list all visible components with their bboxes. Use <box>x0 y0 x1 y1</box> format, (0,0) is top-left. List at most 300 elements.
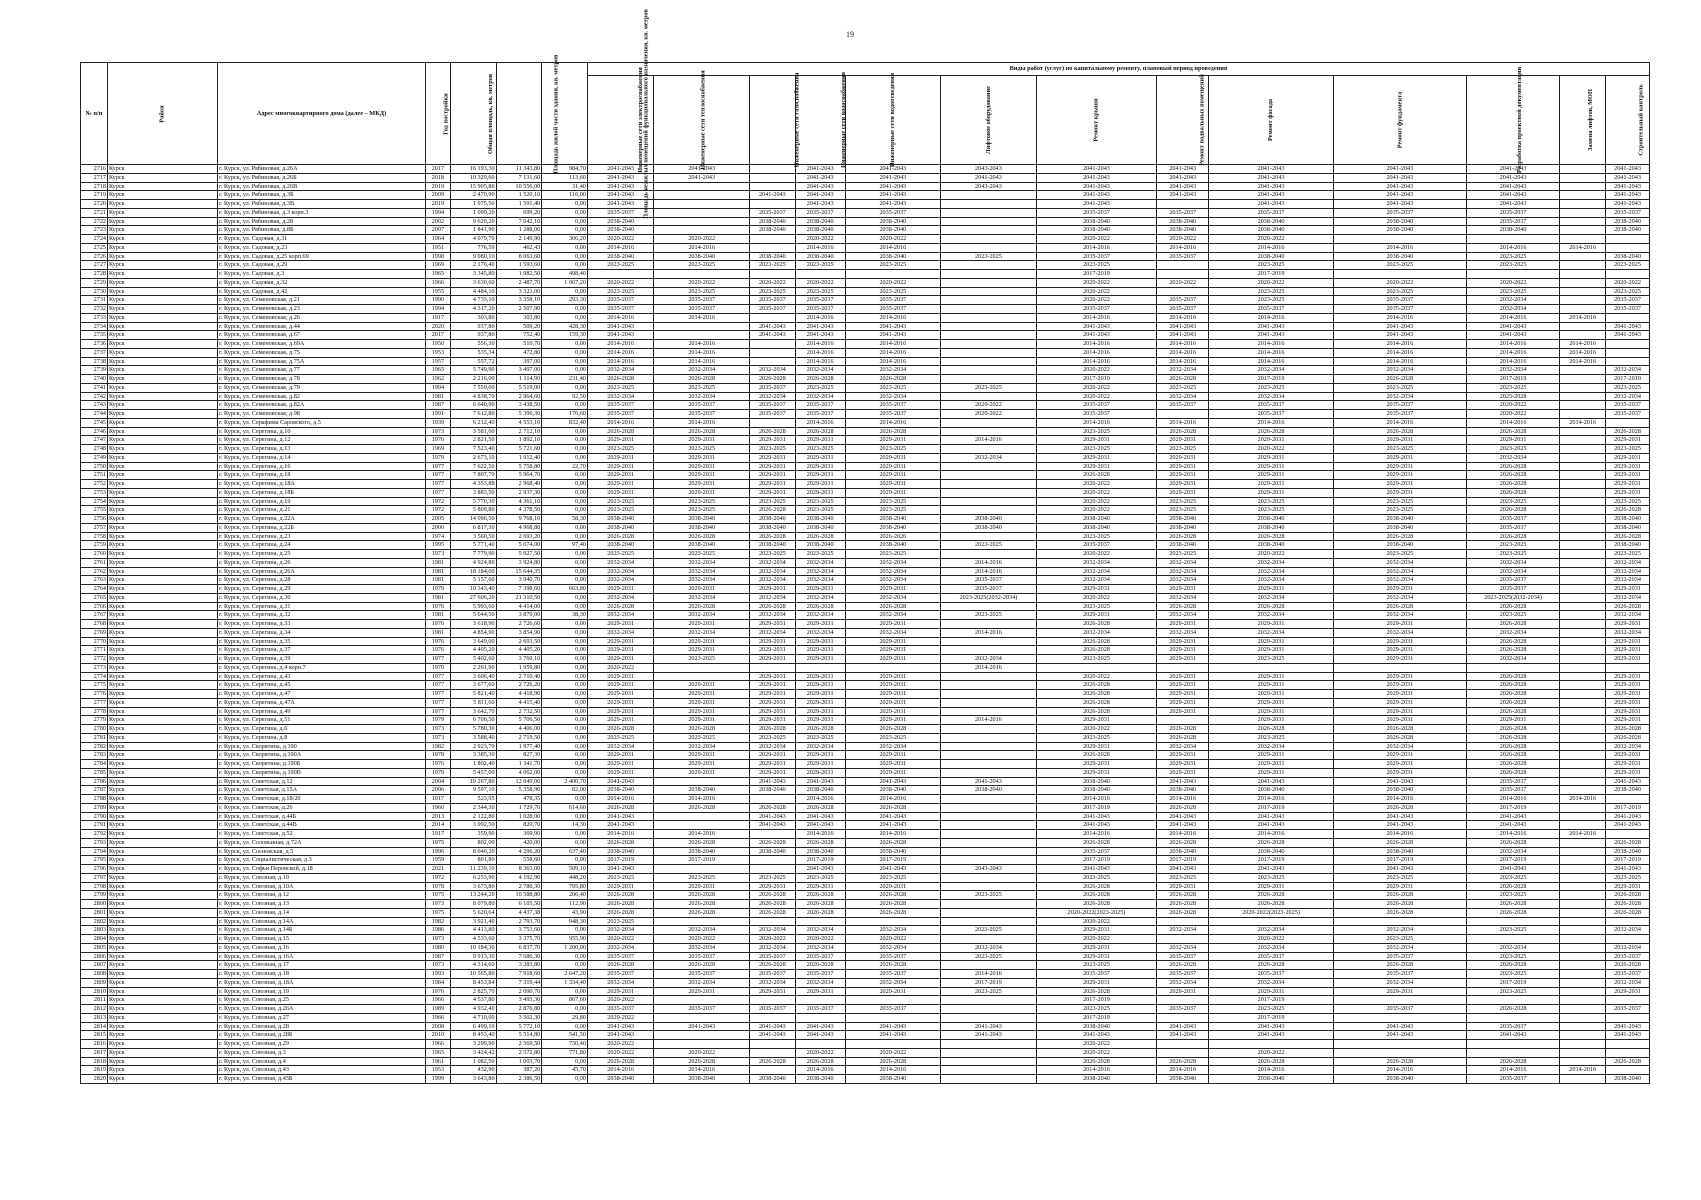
table-cell: 2026-2028 <box>1466 637 1560 646</box>
table-cell: г. Курск, ул. Серегина, д.35 <box>218 637 426 646</box>
table-cell: 8 453,40 <box>450 1031 496 1040</box>
table-cell: Курск <box>108 550 218 559</box>
table-cell: 1973 <box>425 900 450 909</box>
table-cell: 1975 <box>425 891 450 900</box>
table-cell: 2032-2034 <box>1209 593 1334 602</box>
table-cell: 2041-2043 <box>654 165 750 174</box>
table-cell: 2014-2016 <box>1466 313 1560 322</box>
table-cell: г. Курск, ул. Семеновская, д.44 <box>218 322 426 331</box>
table-cell: 2023-2025 <box>654 733 750 742</box>
table-cell: 2014-2016 <box>845 1066 941 1075</box>
table-cell: 2026-2028 <box>1209 891 1334 900</box>
table-cell: 1 082,50 <box>450 1057 496 1066</box>
table-cell <box>750 663 796 672</box>
table-cell <box>845 996 941 1005</box>
table-cell: г. Курск, ул. Серегина, д.26 <box>218 558 426 567</box>
table-cell: 2032-2034 <box>1157 926 1209 935</box>
table-cell: 937,80 <box>450 322 496 331</box>
table-cell: 2797 <box>81 873 108 882</box>
table-cell: г. Курск, ул. Серегина, д.49 <box>218 707 426 716</box>
table-cell <box>1606 243 1650 252</box>
table-cell: 2035-2037 <box>750 305 796 314</box>
table-cell: 2041-2043 <box>845 182 941 191</box>
table-cell: 2038-2040 <box>795 541 845 550</box>
table-cell: 2026-2028 <box>654 725 750 734</box>
table-cell: 7 042,10 <box>496 217 542 226</box>
table-row <box>81 462 1650 471</box>
table-cell: 2026-2028 <box>654 427 750 436</box>
table-cell: 2035-2037 <box>587 305 653 314</box>
table-cell: 0,00 <box>542 523 588 532</box>
table-cell: 2010 <box>425 1031 450 1040</box>
table-cell: 2038-2040 <box>1157 523 1209 532</box>
table-cell <box>941 200 1037 209</box>
table-cell <box>1157 663 1209 672</box>
table-cell: 1973 <box>425 935 450 944</box>
table-cell: 4 932,40 <box>450 1005 496 1014</box>
table-cell: 2029-2031 <box>750 488 796 497</box>
table-cell: 2026-2028 <box>1466 672 1560 681</box>
table-cell: 2023-2025 <box>1036 602 1157 611</box>
table-cell: 2014-2016 <box>1333 418 1466 427</box>
table-cell: 2026-2028 <box>795 900 845 909</box>
table-cell: 5 964,70 <box>496 471 542 480</box>
table-cell: 2038-2040 <box>1036 1075 1157 1084</box>
table-cell: г. Курск, ул. Серегина, д.24 <box>218 541 426 550</box>
table-cell: 2014-2016 <box>1209 243 1334 252</box>
table-cell <box>1560 261 1606 270</box>
table-cell: 2771 <box>81 646 108 655</box>
table-cell <box>1560 453 1606 462</box>
table-cell <box>1157 261 1209 270</box>
table-cell: 2029-2031 <box>1333 987 1466 996</box>
table-cell: 2041-2043 <box>1209 865 1334 874</box>
table-cell: 2038-2040 <box>845 217 941 226</box>
table-cell: 2038-2040 <box>750 252 796 261</box>
table-cell: 2029-2031 <box>1209 882 1334 891</box>
table-cell: 2026-2028 <box>654 900 750 909</box>
table-cell: 0,00 <box>542 987 588 996</box>
table-cell: 1 003,70 <box>496 1057 542 1066</box>
table-row <box>81 628 1650 637</box>
table-cell: 2041-2043 <box>1157 331 1209 340</box>
table-cell: Курск <box>108 865 218 874</box>
table-cell <box>1560 191 1606 200</box>
table-cell: г. Курск, ул. Союзная, д.26А <box>218 1005 426 1014</box>
table-cell: 2029-2031 <box>1333 462 1466 471</box>
table-cell <box>1560 725 1606 734</box>
table-cell: 2017-2019 <box>1036 996 1157 1005</box>
table-cell: 2020-2022 <box>1036 917 1157 926</box>
table-cell: 2035-2037 <box>750 952 796 961</box>
table-cell: 5 771,40 <box>450 541 496 550</box>
table-cell <box>1560 786 1606 795</box>
table-cell: 2026-2028 <box>845 1057 941 1066</box>
table-cell <box>750 830 796 839</box>
table-cell: 2029-2031 <box>1606 655 1650 664</box>
table-cell <box>941 357 1037 366</box>
table-cell <box>1560 838 1606 847</box>
table-cell: 2023-2025 <box>941 611 1037 620</box>
table-cell: 2741 <box>81 383 108 392</box>
header-work-6: Ремонт крыши <box>1036 76 1157 165</box>
table-cell: 1979 <box>425 716 450 725</box>
table-cell: 2032-2034 <box>1466 366 1560 375</box>
table-cell: 2029-2031 <box>587 646 653 655</box>
table-cell: 2026-2028 <box>654 838 750 847</box>
table-cell: 2032-2034 <box>1157 742 1209 751</box>
table-cell: 2029-2031 <box>654 716 750 725</box>
table-cell: 2041-2043 <box>1157 1022 1209 1031</box>
table-row <box>81 488 1650 497</box>
table-cell: 2014-2016 <box>1560 243 1606 252</box>
table-cell: 2026-2028 <box>1466 532 1560 541</box>
table-cell <box>1333 1013 1466 1022</box>
table-cell: Курск <box>108 707 218 716</box>
table-cell: 2029-2031 <box>1606 760 1650 769</box>
table-cell <box>654 182 750 191</box>
table-cell: 2041-2043 <box>750 322 796 331</box>
table-cell <box>941 803 1037 812</box>
table-cell: 2035-2037 <box>845 1005 941 1014</box>
table-cell: 2786 <box>81 777 108 786</box>
table-cell: г. Курск, ул. Союзная, д.25 <box>218 996 426 1005</box>
table-row <box>81 532 1650 541</box>
table-cell: 2 968,40 <box>496 480 542 489</box>
table-cell: 2032-2034 <box>795 926 845 935</box>
table-row <box>81 471 1650 480</box>
table-cell: 2748 <box>81 445 108 454</box>
table-cell: 2029-2031 <box>587 707 653 716</box>
table-cell: 2017-2019 <box>1036 856 1157 865</box>
table-cell: 2811 <box>81 996 108 1005</box>
table-cell: 2023-2025 <box>1466 497 1560 506</box>
table-cell <box>587 270 653 279</box>
table-cell: 2014-2016 <box>1466 830 1560 839</box>
table-cell: 176,60 <box>542 410 588 419</box>
table-cell <box>1466 1048 1560 1057</box>
table-cell: 2035-2037 <box>1157 252 1209 261</box>
table-cell: 2026-2028 <box>587 1057 653 1066</box>
table-cell: 6 706,50 <box>450 716 496 725</box>
table-cell: г. Курск, ул. Садовая, д.25 корп.69 <box>218 252 426 261</box>
table-cell: 428,30 <box>542 322 588 331</box>
table-cell: 730,40 <box>542 1040 588 1049</box>
table-cell: 231,40 <box>542 375 588 384</box>
table-cell: 2014-2016 <box>654 313 750 322</box>
table-cell: 2014-2016 <box>1157 795 1209 804</box>
table-cell: 0,00 <box>542 961 588 970</box>
table-cell: 2029-2031 <box>1209 436 1334 445</box>
table-cell: 2 923,70 <box>450 742 496 751</box>
table-cell: 1953 <box>425 1066 450 1075</box>
table-cell: 2032-2034 <box>1466 628 1560 637</box>
table-cell: 2032-2034 <box>1606 593 1650 602</box>
table-cell: 2038-2040 <box>750 541 796 550</box>
table-row <box>81 593 1650 602</box>
table-row <box>81 541 1650 550</box>
table-cell: 2038-2040 <box>1606 252 1650 261</box>
table-cell: 2029-2031 <box>1036 926 1157 935</box>
table-cell <box>1560 550 1606 559</box>
table-cell: 2023-2025 <box>654 873 750 882</box>
table-cell: 2761 <box>81 558 108 567</box>
table-cell: 3 673,80 <box>450 882 496 891</box>
table-cell <box>941 908 1037 917</box>
table-cell: 2023-2025 <box>1036 532 1157 541</box>
table-cell: 2026-2028 <box>1036 637 1157 646</box>
table-cell: 2020-2022 <box>845 278 941 287</box>
table-cell: 2766 <box>81 602 108 611</box>
table-cell <box>941 961 1037 970</box>
table-cell: Курск <box>108 943 218 952</box>
table-cell: 2026-2028 <box>1466 742 1560 751</box>
table-cell <box>1560 943 1606 952</box>
table-cell: Курск <box>108 1075 218 1084</box>
table-cell: 2032-2034 <box>845 926 941 935</box>
table-cell: Курск <box>108 270 218 279</box>
table-cell <box>1560 716 1606 725</box>
table-cell: г. Курск, ул. Садовая, д.32 <box>218 278 426 287</box>
table-cell: 2041-2043 <box>1466 200 1560 209</box>
table-cell: 2026-2028 <box>1157 733 1209 742</box>
table-row <box>81 707 1650 716</box>
table-cell: 2041-2043 <box>845 165 941 174</box>
table-cell: 2029-2031 <box>750 768 796 777</box>
table-cell <box>1209 1040 1334 1049</box>
table-cell: 4 378,50 <box>496 506 542 515</box>
table-cell: 462,43 <box>496 243 542 252</box>
table-cell: 1978 <box>425 751 450 760</box>
table-cell: 2029-2031 <box>654 681 750 690</box>
table-cell: 2023-2025 <box>845 497 941 506</box>
table-cell: 4 553,10 <box>496 418 542 427</box>
table-cell: 2038-2040 <box>795 1075 845 1084</box>
table-cell: 2038-2040 <box>1036 217 1157 226</box>
table-row <box>81 865 1650 874</box>
table-cell <box>1560 462 1606 471</box>
table-cell <box>750 173 796 182</box>
table-cell: 4 854,90 <box>450 628 496 637</box>
table-cell: 2038-2040 <box>587 847 653 856</box>
table-cell: 2014-2016 <box>1209 340 1334 349</box>
table-row <box>81 908 1650 917</box>
table-cell: 2774 <box>81 672 108 681</box>
table-cell: Курск <box>108 1048 218 1057</box>
table-cell: 2032-2034 <box>845 576 941 585</box>
table-cell: 2032-2034 <box>750 593 796 602</box>
table-cell: 2017-2019 <box>1209 1013 1334 1022</box>
table-cell: 2023-2025 <box>750 445 796 454</box>
table-cell: 2032-2034 <box>1209 742 1334 751</box>
table-cell: г. Курск, ул. Скорятина, д.190Б <box>218 760 426 769</box>
table-cell <box>750 1040 796 1049</box>
table-cell: г. Курск, ул. Серегина, д.31 <box>218 602 426 611</box>
table-cell: 2008 <box>425 1022 450 1031</box>
table-cell: 0,00 <box>542 830 588 839</box>
table-cell: 2026-2028 <box>1466 471 1560 480</box>
table-cell: 2029-2031 <box>1209 751 1334 760</box>
table-cell: 1 028,00 <box>496 812 542 821</box>
table-cell <box>1466 1040 1560 1049</box>
table-cell: 2020-2022 <box>1036 235 1157 244</box>
table-cell: 2014-2016 <box>795 340 845 349</box>
table-cell: 0,00 <box>542 768 588 777</box>
table-cell: 2032-2034 <box>1036 558 1157 567</box>
table-cell: 2754 <box>81 497 108 506</box>
table-cell: 397,00 <box>496 357 542 366</box>
table-cell <box>941 261 1037 270</box>
header-work-9: Ремонт фундамента <box>1333 76 1466 165</box>
table-cell: 2029-2031 <box>654 707 750 716</box>
table-cell: 2035-2037 <box>1157 970 1209 979</box>
table-cell: Курск <box>108 952 218 961</box>
table-cell: 2032-2034 <box>587 567 653 576</box>
table-cell: 5 514,80 <box>496 1031 542 1040</box>
table-cell: 2026-2028 <box>1333 838 1466 847</box>
table-cell: 867,60 <box>542 996 588 1005</box>
table-cell: 2032-2034 <box>1157 628 1209 637</box>
table-cell: 2790 <box>81 812 108 821</box>
table-cell: 2029-2031 <box>845 690 941 699</box>
table-cell: 2014-2016 <box>1333 243 1466 252</box>
table-cell: 2029-2031 <box>845 637 941 646</box>
table-cell <box>1333 1048 1466 1057</box>
table-cell: 2026-2028 <box>1466 602 1560 611</box>
table-cell: г. Курск, ул. Серегина, д.32 <box>218 611 426 620</box>
table-cell: Курск <box>108 593 218 602</box>
table-cell: 2029-2031 <box>1157 698 1209 707</box>
table-row <box>81 698 1650 707</box>
table-cell: 2029-2031 <box>1209 620 1334 629</box>
table-cell: 11 239,10 <box>450 865 496 874</box>
table-cell: Курск <box>108 1022 218 1031</box>
table-cell: 2026-2028 <box>654 803 750 812</box>
table-cell: г. Курск, ул. Союзная, д.14 <box>218 908 426 917</box>
table-cell <box>941 637 1037 646</box>
table-cell: 2020-2022 <box>587 278 653 287</box>
table-row <box>81 873 1650 882</box>
table-cell: 2 712,10 <box>496 427 542 436</box>
table-cell: 0,00 <box>542 287 588 296</box>
table-cell: 771,80 <box>542 1048 588 1057</box>
table-cell: 2814 <box>81 1022 108 1031</box>
table-cell: 2029-2031 <box>1606 698 1650 707</box>
table-cell: 2038-2040 <box>1209 523 1334 532</box>
table-cell <box>1560 628 1606 637</box>
table-cell: г. Курск, ул. Союзная, д.3 <box>218 1048 426 1057</box>
table-cell: 2718 <box>81 182 108 191</box>
table-cell: 2029-2031 <box>795 698 845 707</box>
table-cell: 2041-2043 <box>1209 200 1334 209</box>
table-cell: 2023-2025 <box>941 383 1037 392</box>
table-cell: Курск <box>108 585 218 594</box>
table-cell: 2041-2043 <box>587 200 653 209</box>
table-cell <box>1560 908 1606 917</box>
table-cell: 4 710,00 <box>450 1013 496 1022</box>
table-cell: 2810 <box>81 987 108 996</box>
table-cell: 2026-2028 <box>1157 1057 1209 1066</box>
table-cell <box>1560 1031 1606 1040</box>
table-cell: 2023-2025 <box>750 733 796 742</box>
table-cell: 2017-2019 <box>1036 803 1157 812</box>
table-row <box>81 270 1650 279</box>
table-cell: 820,70 <box>496 821 542 830</box>
table-cell <box>1560 637 1606 646</box>
table-cell: 2014-2016 <box>1209 313 1334 322</box>
table-cell: 1 520,10 <box>496 191 542 200</box>
table-cell: 1965 <box>425 1048 450 1057</box>
table-cell: 2023-2025 <box>1209 506 1334 515</box>
table-cell: 2026-2028 <box>845 961 941 970</box>
table-cell <box>941 208 1037 217</box>
table-cell: г. Курск, ул. Рябиновая, д.3В <box>218 200 426 209</box>
table-cell: 2029-2031 <box>1209 672 1334 681</box>
table-cell: 2787 <box>81 786 108 795</box>
table-cell <box>1606 418 1650 427</box>
table-cell: 2026-2028 <box>1466 707 1560 716</box>
table-cell: г. Курск, ул. Союзная, д.12 <box>218 891 426 900</box>
table-cell: 2026-2028 <box>1606 900 1650 909</box>
table-cell: 4 924,80 <box>450 558 496 567</box>
table-cell: 2017-2019 <box>654 856 750 865</box>
table-cell: 2041-2043 <box>1333 322 1466 331</box>
table-cell: 2041-2043 <box>1606 200 1650 209</box>
table-cell: 2017 <box>425 331 450 340</box>
table-cell: 1990 <box>425 296 450 305</box>
table-cell: 2032-2034 <box>1333 926 1466 935</box>
table-cell: 4 968,80 <box>496 523 542 532</box>
table-cell: 2026-2028 <box>750 602 796 611</box>
table-cell: 2023-2025 <box>750 261 796 270</box>
table-cell <box>941 296 1037 305</box>
table-cell <box>941 1040 1037 1049</box>
table-cell: 2023-2025 <box>941 926 1037 935</box>
table-cell: 2014-2016 <box>845 418 941 427</box>
table-row <box>81 891 1650 900</box>
table-cell: 5 758,80 <box>496 462 542 471</box>
table-cell: 2035-2037 <box>1466 217 1560 226</box>
table-cell: 2023-2025 <box>587 445 653 454</box>
table-cell: 2041-2043 <box>587 812 653 821</box>
table-cell: г. Курск, ул. Союзная, д.16А <box>218 952 426 961</box>
table-row <box>81 952 1650 961</box>
table-cell: 1972 <box>425 497 450 506</box>
table-cell: 2026-2028 <box>1036 646 1157 655</box>
table-cell: 2029-2031 <box>795 760 845 769</box>
table-cell: 2029-2031 <box>845 672 941 681</box>
table-cell: 2753 <box>81 488 108 497</box>
table-cell: 2029-2031 <box>750 471 796 480</box>
table-cell: г. Курск, ул. Семеновская, д.21 <box>218 296 426 305</box>
table-cell: 2026-2028 <box>1157 427 1209 436</box>
table-cell: 2041-2043 <box>845 331 941 340</box>
table-cell: 2029-2031 <box>845 707 941 716</box>
table-cell: 2029-2031 <box>795 690 845 699</box>
table-cell: 2026-2028 <box>750 803 796 812</box>
table-cell: 2038-2040 <box>1333 847 1466 856</box>
table-cell: 2029-2031 <box>1157 672 1209 681</box>
table-row <box>81 926 1650 935</box>
table-cell: 1977 <box>425 488 450 497</box>
table-cell: Курск <box>108 856 218 865</box>
table-cell <box>1157 917 1209 926</box>
table-cell: 2020-2022 <box>1606 278 1650 287</box>
table-cell: 2038-2040 <box>1036 777 1157 786</box>
table-cell: 3 358,10 <box>496 296 542 305</box>
table-cell: 2020-2022 <box>1036 278 1157 287</box>
table-cell: 97,40 <box>542 541 588 550</box>
